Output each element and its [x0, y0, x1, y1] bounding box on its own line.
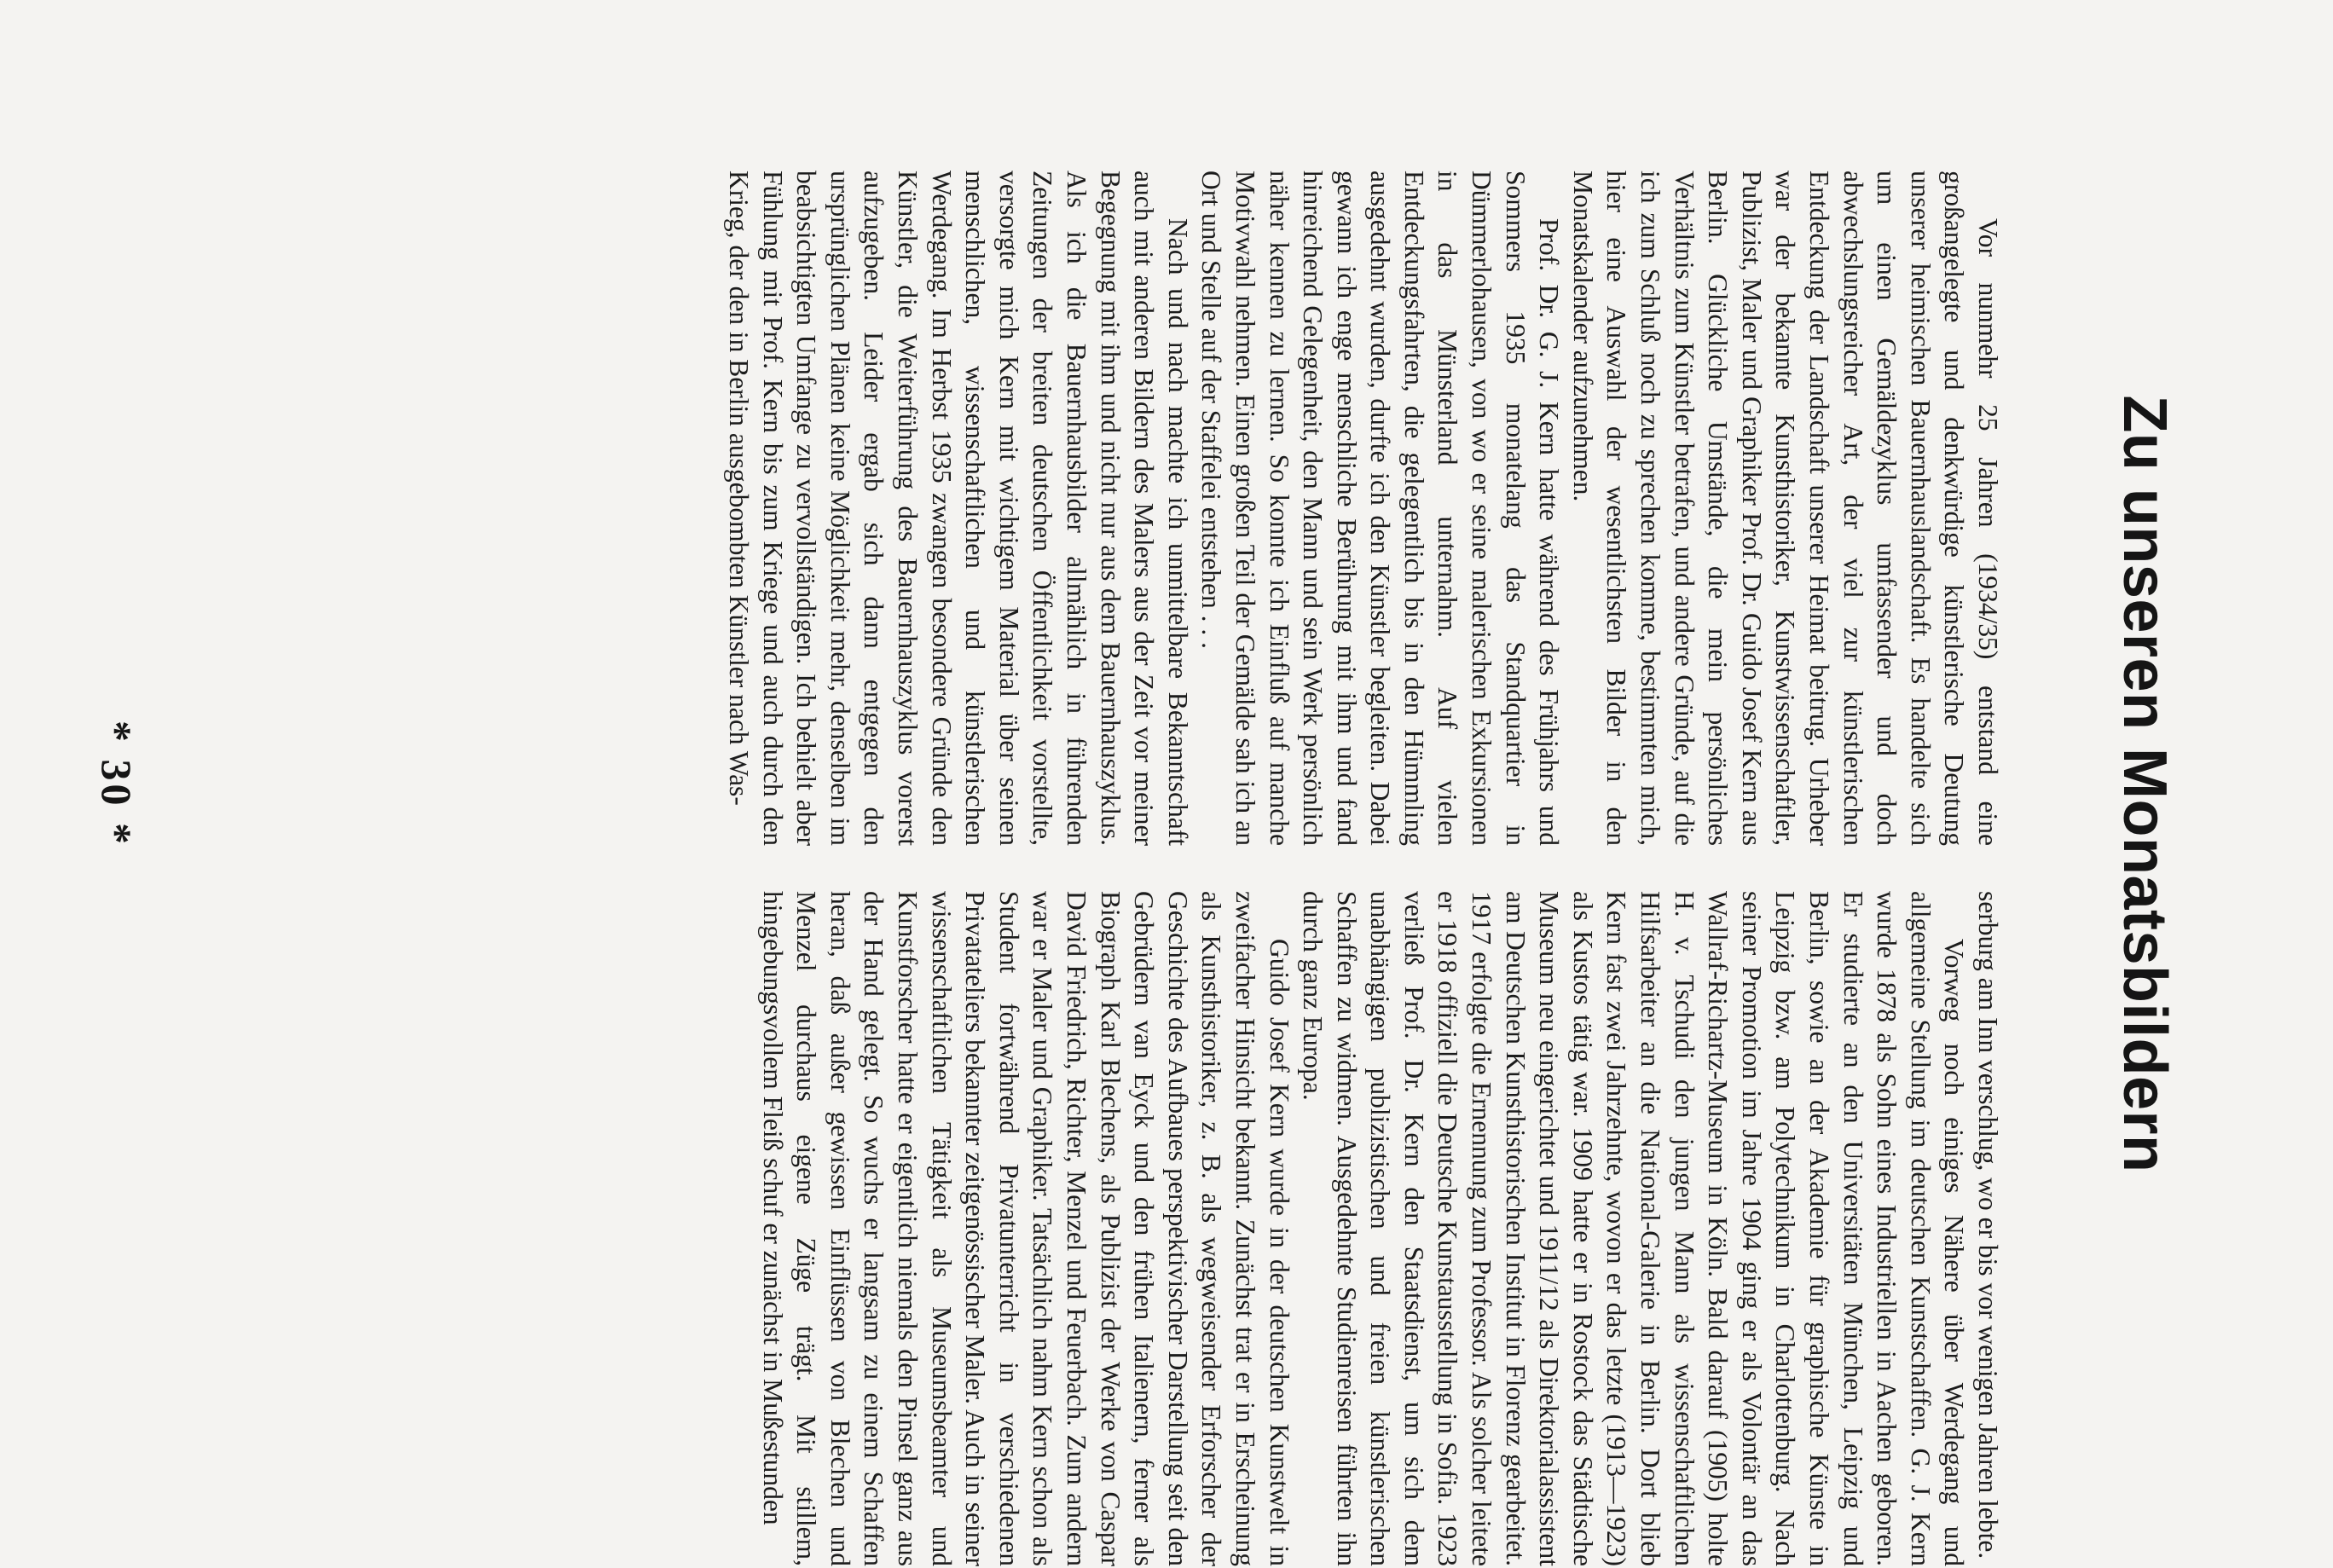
- paragraph: Vorweg noch einiges Nähere über Werdegang und allgemeine Stellung im deutschen Kunstschaffen. G. J. Kern wurde 1878 als Sohn eines Industriellen in Aachen geboren. Er studierte an den Universitäten München, Leipzig und Berlin, sowie an der Akademie für graphische Künste in Leipzig bzw. am Polytechnikum in Charlottenburg. Nach seiner Promotion im Jahre 1904 ging er als Volontär an das Wallraf-Richartz-Museum in Köln. Bald darauf (1905) holte H. v. Tschudi den jungen Mann als wissenschaftlichen Hilfsarbeiter an die National-Galerie in Berlin. Dort blieb Kern fast zwei Jahrzehnte, wovon er das letzte (1913—1923) als Kustos tätig war. 1909 hatte er in Rostock das Städtische Museum neu eingerichtet und 1911/12 als Direktorialassistent am Deutschen Kunsthistorischen Institut in Florenz gearbeitet. 1917 erfolgte die Ernennung zum Professor. Als solcher leitete er 1918 offiziell die Deutsche Kunstausstellung in Sofia. 1923 verließ Prof. Dr. Kern den Staatsdienst, um sich dem unabhängigen publizistischen und freien künstlerischen Schaffen zu widmen. Ausgedehnte Studienreisen führten ihn durch ganz Europa.: [1298, 891, 1970, 1566]
- text-column-right: [755, 891, 2005, 1566]
- page-number: * 30 *: [93, 720, 141, 848]
- page-title: Zu unseren Monatsbildern: [2110, 395, 2179, 1173]
- paragraph: Guido Josef Kern wurde in der deutschen Kunstwelt in zweifacher Hinsicht bekannt. Zunächst trat er in Erscheinung als Kunsthistoriker, z. B. als wegweisender Erforscher der Geschichte des Aufbaues perspektivischer Darstellung seit den Gebrüdern van Eyck und den frühen Italienern, ferner als Biograph Karl Blechens, als Publizist der Werke von Caspar David Friedrich, Richter, Menzel und Feuerbach. Zum andern war er Maler und Graphiker. Tatsächlich nahm Kern schon als Student fortwährend Privatunterricht in verschiedenen Privatateliers bekannter zeitgenössischer Maler. Auch in seiner wissenschaftlichen Tätigkeit als Museumsbeamter und Kunstforscher hatte er eigentlich niemals den Pinsel ganz aus der Hand gelegt. So wuchs er langsam zu einem Schaffen heran, daß außer gewissen Einflüssen von Blechen und Menzel durchaus eigene Züge trägt. Mit stillem, hingebungsvollem Fleiß schuf er zunächst in Mußestunden: [757, 891, 1294, 1566]
- paragraph: Prof. Dr. G. J. Kern hatte während des Frühjahrs und Sommers 1935 monatelang das Standquartier in Dümmerlohausen, von wo er seine malerischen Exkursionen in das Münsterland unternahm. Auf vielen Entdeckungsfahrten, die gelegentlich bis in den Hümmling ausgedehnt wurden, durfte ich den Künstler begleiten. Dabei gewann ich enge menschliche Berührung mit ihm und fand hinreichend Gelegenheit, den Mann und sein Werk persönlich näher kennen zu lernen. So konnte ich Einfluß auf manche Motivwahl nehmen. Einen großen Teil der Gemälde sah ich an Ort und Stelle auf der Staffelei entstehen . . .: [1196, 171, 1565, 846]
- paragraph: serburg am Inn verschlug, wo er bis vor wenigen Jahren lebte.: [1973, 891, 2003, 1559]
- paragraph: Nach und nach machte ich unmittelbare Bekanntschaft auch mit anderen Bildern des Malers aus der Zeit vor meiner Begegnung mit ihm und nicht nur aus dem Bauernhauszyklus. Als ich die Bauernhausbilder allmählich in führenden Zeitungen der breiten deutschen Öffentlichkeit vorstellte, versorgte mich Kern mit wichtigem Material über seinen menschlichen, wissenschaftlichen und künstlerischen Werdegang. Im Herbst 1935 zwangen besondere Gründe den Künstler, die Weiterführung des Bauernhauszyklus vorerst aufzugeben. Leider ergab sich dann entgegen den ursprünglichen Plänen keine Möglichkeit mehr, denselben im beabsichtigten Umfange zu vervollständigen. Ich behielt aber Fühlung mit Prof. Kern bis zum Kriege und auch durch den Krieg, der den in Berlin ausgebombten Künstler nach Was-: [724, 171, 1193, 846]
- text-column-left: [721, 171, 2005, 846]
- paragraph: Vor nunmehr 25 Jahren (1934/35) entstand eine großangelegte und denkwürdige künstlerische Deutung unserer heimischen Bauernhauslandschaft. Es handelte sich um einen Gemäldezyklus umfassender und doch abwechslungsreicher Art, der viel zur künstlerischen Entdeckung der Landschaft unserer Heimat beitrug. Urheber war der bekannte Kunsthistoriker, Kunstwissenschaftler, Publizist, Maler und Graphiker Prof. Dr. Guido Josef Kern aus Berlin. Glückliche Umstände, die mein persönliches Verhältnis zum Künstler betrafen, und andere Gründe, auf die ich zum Schluß noch zu sprechen komme, bestimmten mich, hier eine Auswahl der wesentlichsten Bilder in den Monatskalender aufzunehmen.: [1567, 171, 2003, 846]
